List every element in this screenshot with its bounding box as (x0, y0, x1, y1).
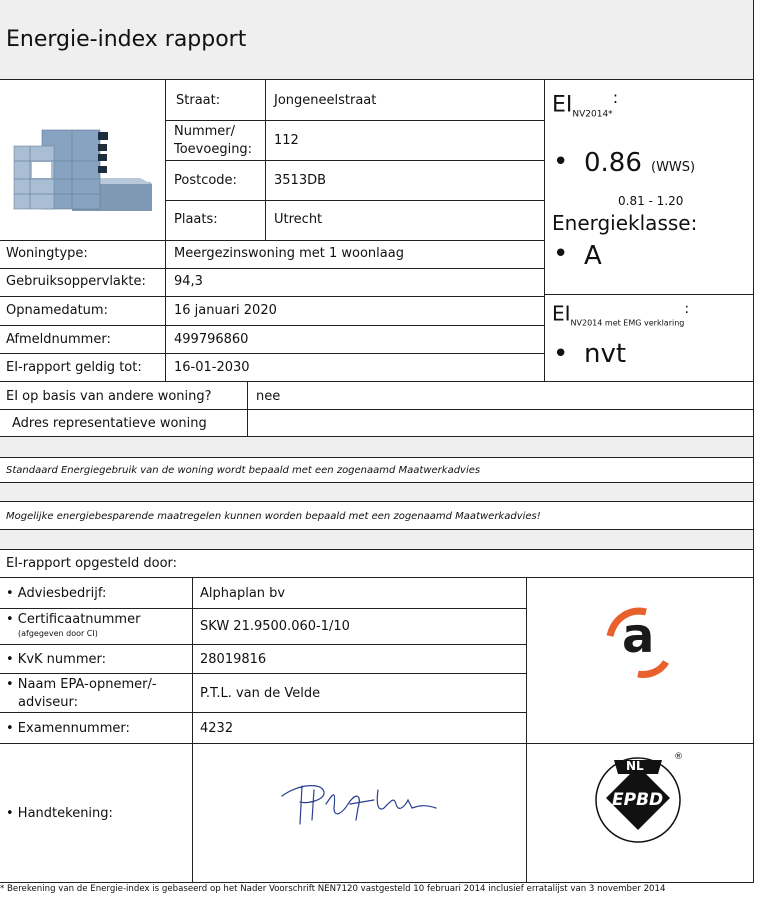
ei-emg-colon: : (684, 301, 690, 317)
divider (0, 296, 545, 297)
woningtype-label: Woningtype: (6, 246, 88, 261)
naam-label: • Naam EPA-opnemer/- (6, 677, 157, 692)
nummer-label-2: Toevoeging: (174, 142, 253, 157)
andere-woning-label: EI op basis van andere woning? (6, 389, 212, 404)
emg-bullet: • (553, 339, 569, 369)
ei-colon: : (612, 88, 619, 107)
divider (0, 608, 527, 609)
ei-emg-heading (552, 301, 689, 328)
geldig-value: 16-01-2030 (174, 360, 250, 375)
kvk-value: 28019816 (200, 652, 267, 667)
divider (0, 644, 527, 645)
energieklasse-label: Energieklasse: (552, 211, 698, 235)
nummer-value: 112 (274, 133, 299, 148)
epbd-reg: ® (674, 752, 683, 762)
ei-main: EI (552, 92, 573, 118)
spacer-row (0, 482, 754, 502)
bedrijf-value: Alphaplan bv (200, 586, 286, 601)
geldig-label: EI-rapport geldig tot: (6, 360, 142, 375)
oppervlakte-label: Gebruiksoppervlakte: (6, 274, 146, 289)
cert-label: • Certificaatnummer (6, 612, 141, 627)
signature (278, 774, 442, 830)
ei-sub: NV2014* (572, 109, 613, 120)
opnamedatum-label: Opnamedatum: (6, 303, 108, 318)
energieklasse-value: A (584, 241, 602, 271)
andere-woning-value: nee (256, 389, 281, 404)
note-1: Standaard Energiegebruik van de woning wordt bepaald met een zogenaamd Maatwerkadvies (6, 465, 481, 476)
divider (165, 120, 545, 121)
divider (0, 268, 545, 269)
spacer-row (0, 529, 754, 550)
afmeldnummer-value: 499796860 (174, 332, 249, 347)
epbd-nl: NL (626, 759, 644, 773)
epbd-logo (588, 748, 694, 848)
klasse-bullet: • (553, 239, 569, 269)
divider (165, 160, 545, 161)
ei-emg-sub: NV2014 met EMG verklaring (570, 318, 685, 328)
author-section-label: EI-rapport opgesteld door: (6, 556, 178, 571)
naam-label-2: adviseur: (18, 695, 79, 710)
note-2: Mogelijke energiebesparende maatregelen kunnen worden bepaald met een zogenaamd Maatwerkadvies! (6, 511, 541, 522)
ei-emg-value: nvt (584, 339, 627, 369)
ei-range: 0.81 - 1.20 (618, 194, 684, 208)
plaats-label: Plaats: (174, 212, 218, 227)
divider (165, 79, 166, 382)
ei-heading (552, 88, 618, 120)
examen-label: • Examennummer: (6, 721, 130, 736)
straat-label: Straat: (176, 93, 221, 108)
woningtype-value: Meergezinswoning met 1 woonlaag (174, 246, 404, 261)
page-title: Energie-index rapport (6, 27, 247, 52)
alphaplan-letter: a (622, 608, 655, 664)
straat-value: Jongeneelstraat (274, 93, 377, 108)
divider (0, 240, 545, 241)
building-illustration (12, 126, 154, 212)
cert-value: SKW 21.9500.060-1/10 (200, 619, 350, 634)
alphaplan-logo (600, 600, 676, 680)
adres-repr-label: Adres representatieve woning (12, 416, 207, 431)
naam-value: P.T.L. van de Velde (200, 686, 321, 701)
divider (0, 325, 545, 326)
cert-sublabel: (afgegeven door CI) (18, 629, 98, 638)
opnamedatum-value: 16 januari 2020 (174, 303, 277, 318)
examen-value: 4232 (200, 721, 234, 736)
divider (192, 577, 193, 883)
divider (0, 712, 527, 713)
epbd-text: EPBD (612, 790, 664, 810)
ei-value: 0.86 (584, 148, 642, 178)
oppervlakte-value: 94,3 (174, 274, 203, 289)
ei-bullet: • (553, 147, 569, 177)
postcode-value: 3513DB (274, 173, 327, 188)
divider (0, 353, 545, 354)
kvk-label: • KvK nummer: (6, 652, 106, 667)
nummer-label: Nummer/ (174, 124, 236, 139)
divider (0, 673, 527, 674)
divider (0, 743, 754, 744)
ei-emg-main: EI (552, 301, 571, 326)
ei-unit: (WWS) (651, 160, 696, 175)
bedrijf-label: • Adviesbedrijf: (6, 586, 107, 601)
divider (165, 200, 545, 201)
footer-note: * Berekening van de Energie-index is gebaseerd op het Nader Voorschrift NEN7120 vastgesteld 10 februari 2014 inclusief erratalijst van 3 november 2014 (0, 884, 666, 894)
afmeldnummer-label: Afmeldnummer: (6, 332, 111, 347)
handtekening-label: • Handtekening: (6, 806, 113, 821)
divider (526, 577, 527, 883)
spacer-row (0, 436, 754, 458)
plaats-value: Utrecht (274, 212, 323, 227)
postcode-label: Postcode: (174, 173, 237, 188)
